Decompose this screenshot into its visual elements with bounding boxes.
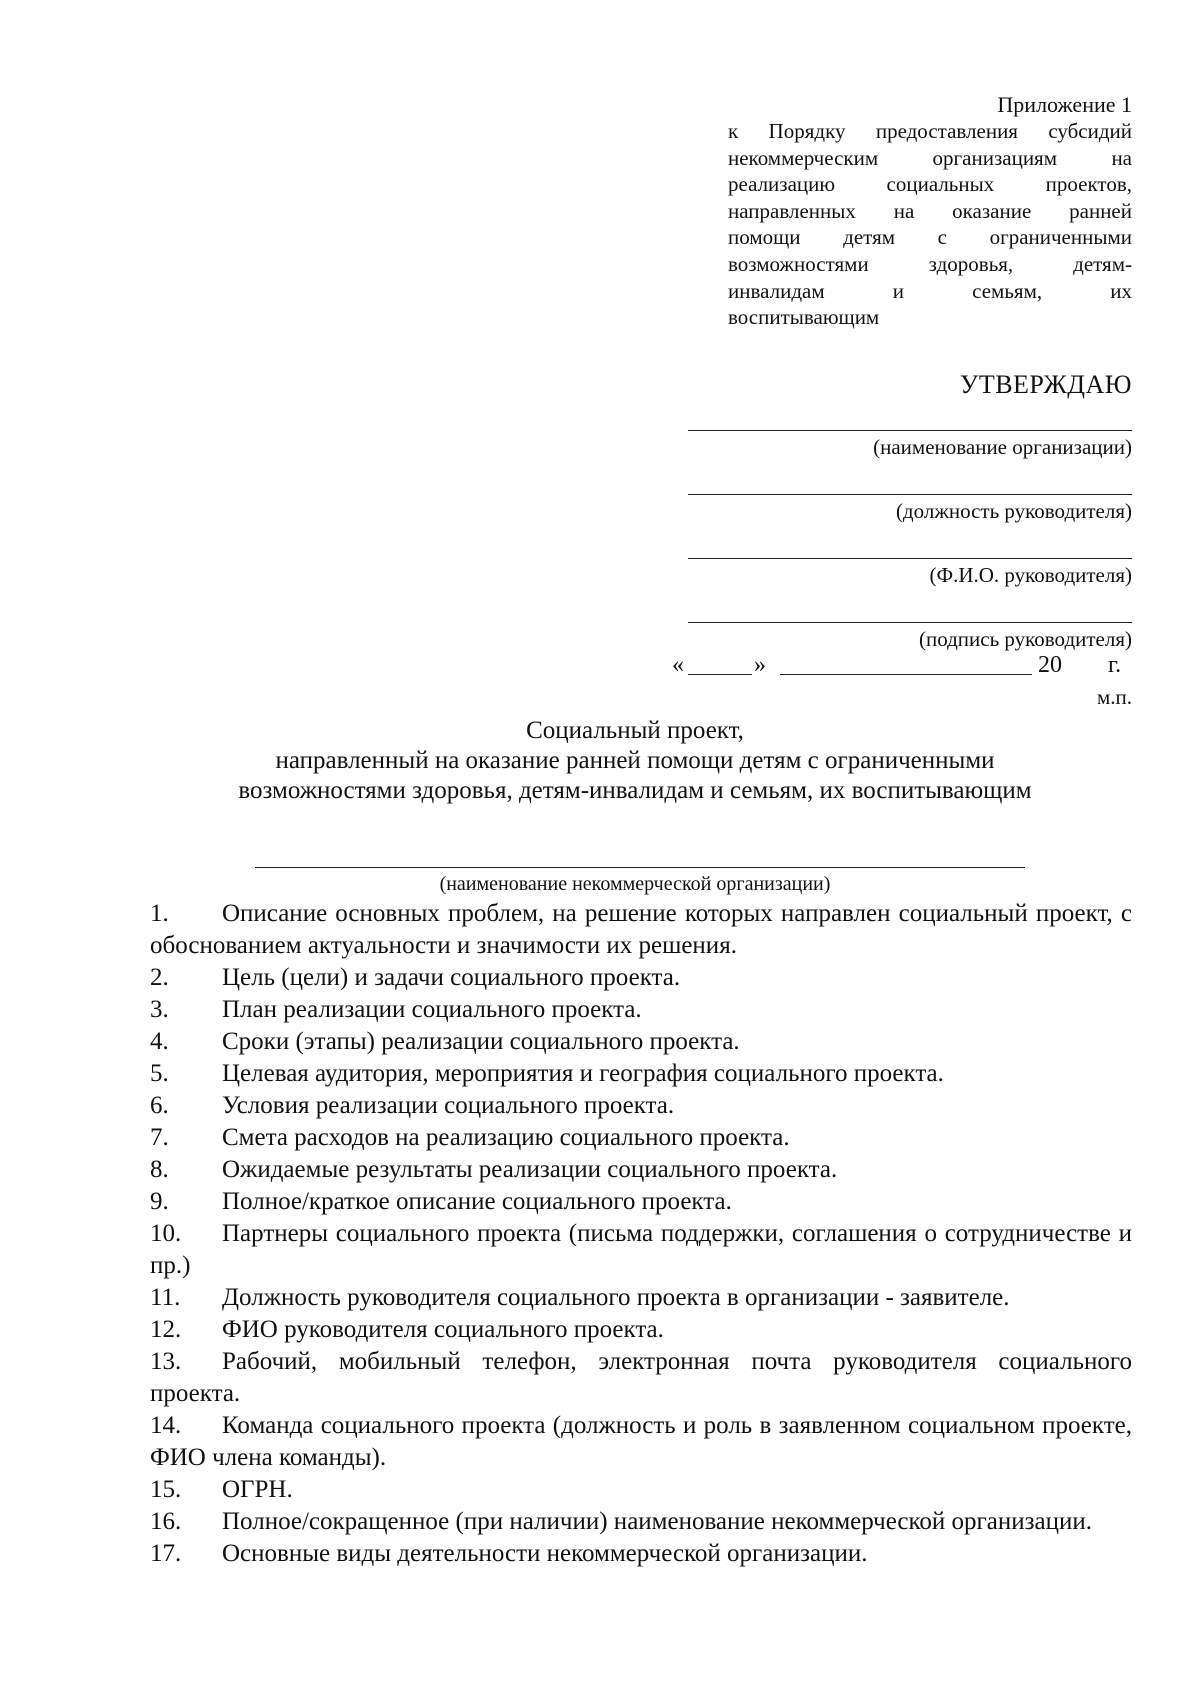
signature-line-position — [688, 494, 1132, 495]
list-item-number: 9. — [150, 1188, 169, 1215]
appendix-line: помощи детям с ограниченными — [728, 225, 1132, 250]
date-month-blank — [780, 652, 1032, 675]
list-item — [150, 1122, 1132, 1154]
list-item-number: 1. — [150, 900, 169, 927]
list-item-number: 3. — [150, 996, 169, 1023]
appendix-line: воспитывающим — [728, 305, 880, 330]
list-item-text: Описание основных проблем, на решение которых направлен социальный проект, с обоснованием актуальности и значимости их решения. — [150, 900, 1132, 959]
date-year-suffix: г. — [1108, 652, 1122, 678]
organization-name-line — [255, 867, 1025, 868]
list-item — [150, 962, 1132, 994]
list-item-text: Полное/сокращенное (при наличии) наименование некоммерческой организации. — [222, 1508, 1092, 1535]
appendix-line: направленных на оказание ранней — [728, 198, 1132, 223]
list-item-number: 8. — [150, 1156, 169, 1183]
project-requirements-list — [150, 898, 1132, 1570]
list-item — [150, 1186, 1132, 1218]
list-item — [150, 1314, 1132, 1346]
date-year: 20 — [1038, 652, 1062, 678]
list-item-number: 16. — [150, 1508, 182, 1535]
list-item — [150, 1218, 1132, 1282]
caption-head-full-name: (Ф.И.О. руководителя) — [929, 563, 1132, 587]
list-item — [150, 898, 1132, 962]
caption-head-signature: (подпись руководителя) — [918, 627, 1132, 651]
signature-line-organization — [688, 430, 1132, 431]
list-item-text: Ожидаемые результаты реализации социального проекта. — [222, 1156, 838, 1183]
list-item-number: 4. — [150, 1028, 169, 1055]
list-item — [150, 1506, 1132, 1538]
project-title-line: возможностями здоровья, детям-инвалидам и семьям, их воспитывающим — [238, 777, 1032, 804]
list-item-text: Полное/краткое описание социального проекта. — [222, 1188, 732, 1215]
date-close-quote: » — [754, 652, 766, 678]
list-item-number: 11. — [150, 1284, 181, 1311]
list-item-text: Команда социального проекта (должность и роль в заявленном социальном проекте, ФИО члена команды). — [150, 1412, 1132, 1471]
stamp-place-label: м.п. — [1096, 685, 1132, 709]
appendix-text — [728, 118, 1132, 331]
list-item-number: 10. — [150, 1220, 182, 1247]
list-item-number: 13. — [150, 1348, 182, 1375]
list-item-text: Целевая аудитория, мероприятия и география социального проекта. — [222, 1060, 944, 1087]
list-item — [150, 1282, 1132, 1314]
caption-head-position: (должность руководителя) — [895, 499, 1132, 523]
list-item-number: 5. — [150, 1060, 169, 1087]
date-day-blank — [688, 652, 752, 675]
list-item-number: 14. — [150, 1412, 182, 1439]
list-item — [150, 1346, 1132, 1410]
appendix-header — [728, 92, 1132, 331]
appendix-line: инвалидам и семьям, их — [728, 278, 1132, 303]
list-item-text: Должность руководителя социального проекта в организации - заявителе. — [222, 1284, 1010, 1311]
list-item-text: План реализации социального проекта. — [222, 996, 642, 1023]
list-item — [150, 1410, 1132, 1474]
list-item-number: 2. — [150, 964, 169, 991]
approval-date-row — [660, 652, 1132, 682]
project-title — [140, 716, 1130, 806]
caption-nonprofit-name: (наименование некоммерческой организации) — [439, 873, 831, 895]
list-item-number: 15. — [150, 1476, 182, 1503]
list-item-number: 12. — [150, 1316, 182, 1343]
appendix-line: возможностями здоровья, детям- — [728, 251, 1132, 276]
appendix-line: к Порядку предоставления субсидий — [728, 119, 1132, 143]
date-open-quote: « — [672, 652, 684, 678]
appendix-title: Приложение 1 — [997, 92, 1132, 117]
list-item-text: ФИО руководителя социального проекта. — [222, 1316, 664, 1343]
appendix-line: некоммерческим организациям на — [728, 145, 1132, 170]
list-item-text: Цель (цели) и задачи социального проекта. — [222, 964, 681, 991]
signature-line-signature — [688, 622, 1132, 623]
appendix-line: реализацию социальных проектов, — [728, 172, 1132, 197]
list-item-text: Сроки (этапы) реализации социального проекта. — [222, 1028, 740, 1055]
list-item-text: Рабочий, мобильный телефон, электронная почта руководителя социального проекта. — [150, 1348, 1132, 1407]
signature-line-full-name — [688, 558, 1132, 559]
list-item — [150, 994, 1132, 1026]
caption-organization-name: (наименование организации) — [873, 435, 1132, 459]
list-item — [150, 1026, 1132, 1058]
list-item-text: Основные виды деятельности некоммерческой организации. — [222, 1540, 868, 1567]
list-item — [150, 1538, 1132, 1570]
project-title-line: Социальный проект, — [526, 717, 744, 744]
list-item — [150, 1090, 1132, 1122]
list-item — [150, 1474, 1132, 1506]
list-item-text: Условия реализации социального проекта. — [222, 1092, 675, 1119]
list-item — [150, 1058, 1132, 1090]
list-item — [150, 1154, 1132, 1186]
list-item-text: Смета расходов на реализацию социального проекта. — [222, 1124, 790, 1151]
project-title-line: направленный на оказание ранней помощи детям с ограниченными — [275, 747, 995, 774]
list-item-text: Партнеры социального проекта (письма поддержки, соглашения о сотрудничестве и пр.) — [150, 1220, 1132, 1279]
list-item-number: 17. — [150, 1540, 182, 1567]
list-item-number: 7. — [150, 1124, 169, 1151]
approval-block — [660, 370, 1132, 710]
list-item-number: 6. — [150, 1092, 169, 1119]
approval-title: УТВЕРЖДАЮ — [959, 370, 1132, 399]
list-item-text: ОГРН. — [222, 1476, 293, 1503]
